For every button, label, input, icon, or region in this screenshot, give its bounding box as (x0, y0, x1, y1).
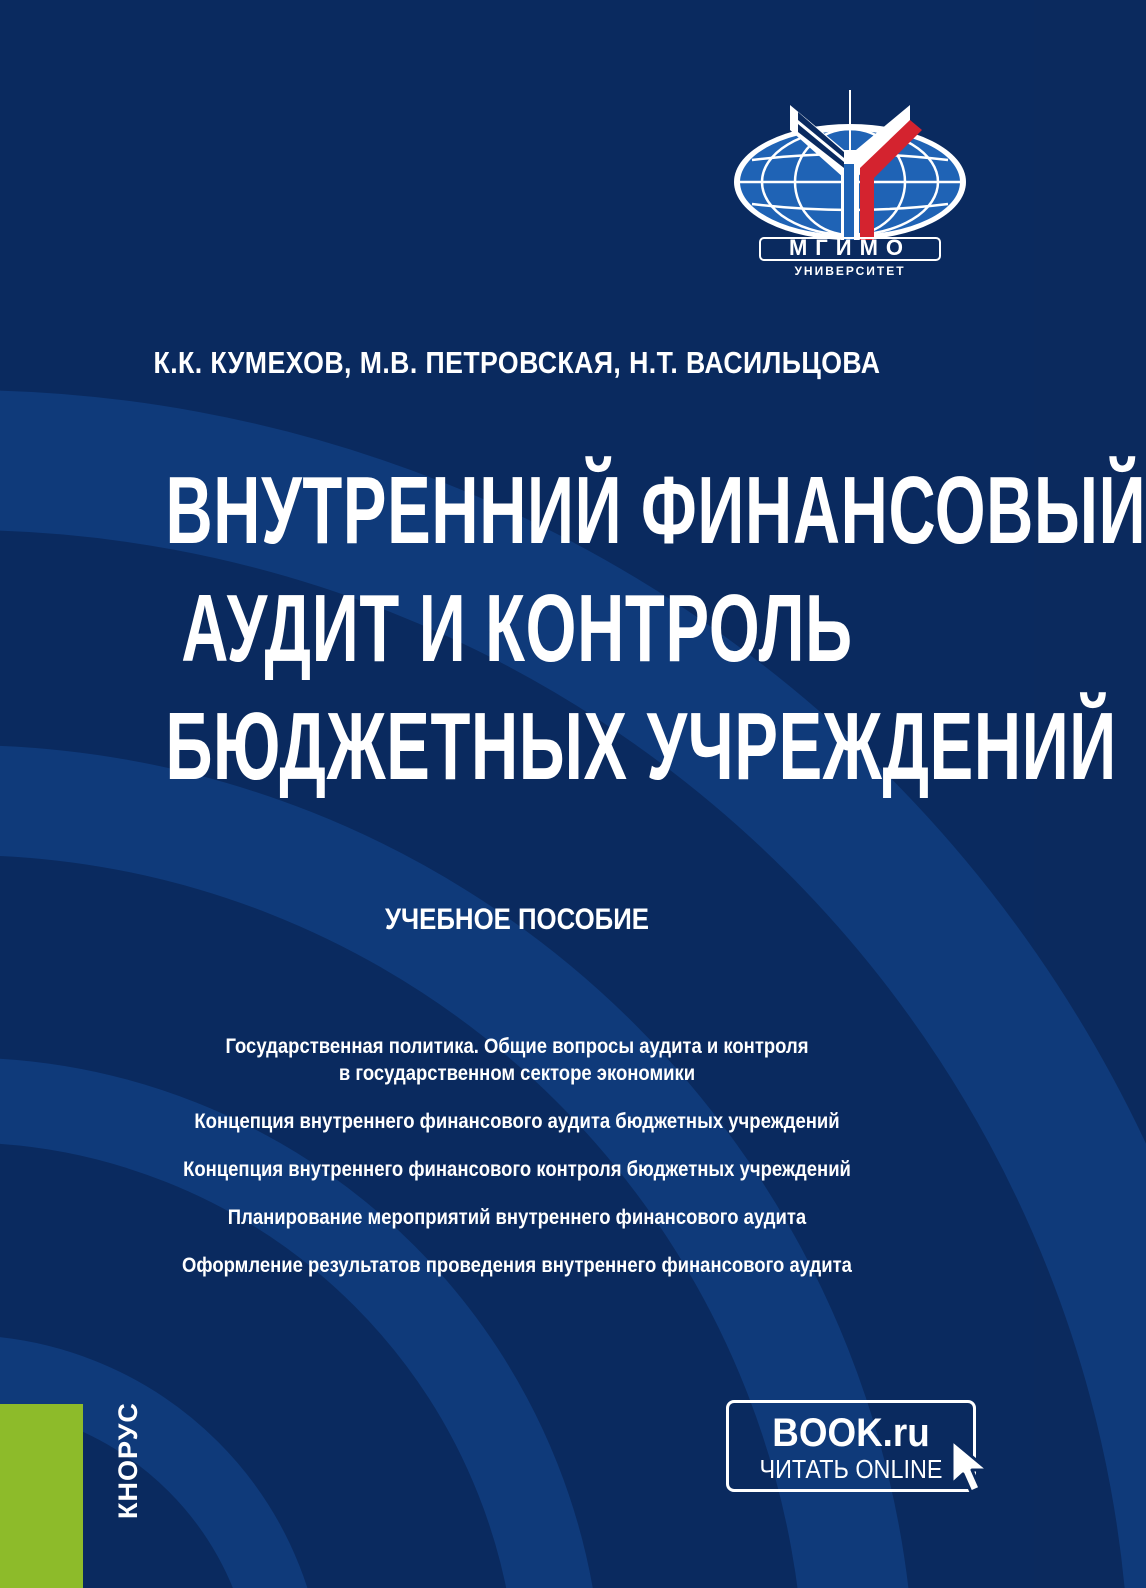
title-line: АУДИТ И КОНТРОЛЬ (181, 575, 853, 682)
bookru-badge (726, 1400, 976, 1492)
topic-line: в государственном секторе экономики (338, 1062, 696, 1085)
topic-item (62, 1033, 972, 1087)
mgimo-logo-name: МГИМО (788, 235, 912, 260)
topic-item: Планирование мероприятий внутреннего финансового аудита (227, 1206, 807, 1229)
title-line: БЮДЖЕТНЫХ УЧРЕЖДЕНИЙ (165, 693, 1117, 800)
book-genre: УЧЕБНОЕ ПОСОБИЕ (385, 903, 649, 936)
title-line: ВНУТРЕННИЙ ФИНАНСОВЫЙ (165, 457, 1146, 564)
topic-line: Государственная политика. Общие вопросы аудита и контроля (225, 1035, 809, 1058)
bookru-tagline: ЧИТАТЬ ONLINE (759, 1454, 943, 1484)
topics-list (0, 1033, 1034, 1300)
mgimo-logo-subline: УНИВЕРСИТЕТ (794, 264, 906, 278)
mgimo-logo (740, 90, 990, 290)
topic-item: Оформление результатов проведения внутреннего финансового аудита (182, 1254, 852, 1277)
topic-item: Концепция внутреннего финансового аудита бюджетных учреждений (194, 1110, 840, 1133)
cursor-arrow-icon (948, 1438, 994, 1496)
topic-item: Концепция внутреннего финансового контроля бюджетных учреждений (183, 1158, 851, 1181)
book-title (0, 452, 1146, 806)
authors: К.К. КУМЕХОВ, М.В. ПЕТРОВСКАЯ, Н.Т. ВАСИЛЬЦОВА (153, 345, 881, 380)
bookru-name: BOOK.ru (772, 1411, 930, 1455)
publisher-name: КНОРУС (113, 1402, 143, 1519)
publisher-color-strip (0, 1404, 83, 1588)
